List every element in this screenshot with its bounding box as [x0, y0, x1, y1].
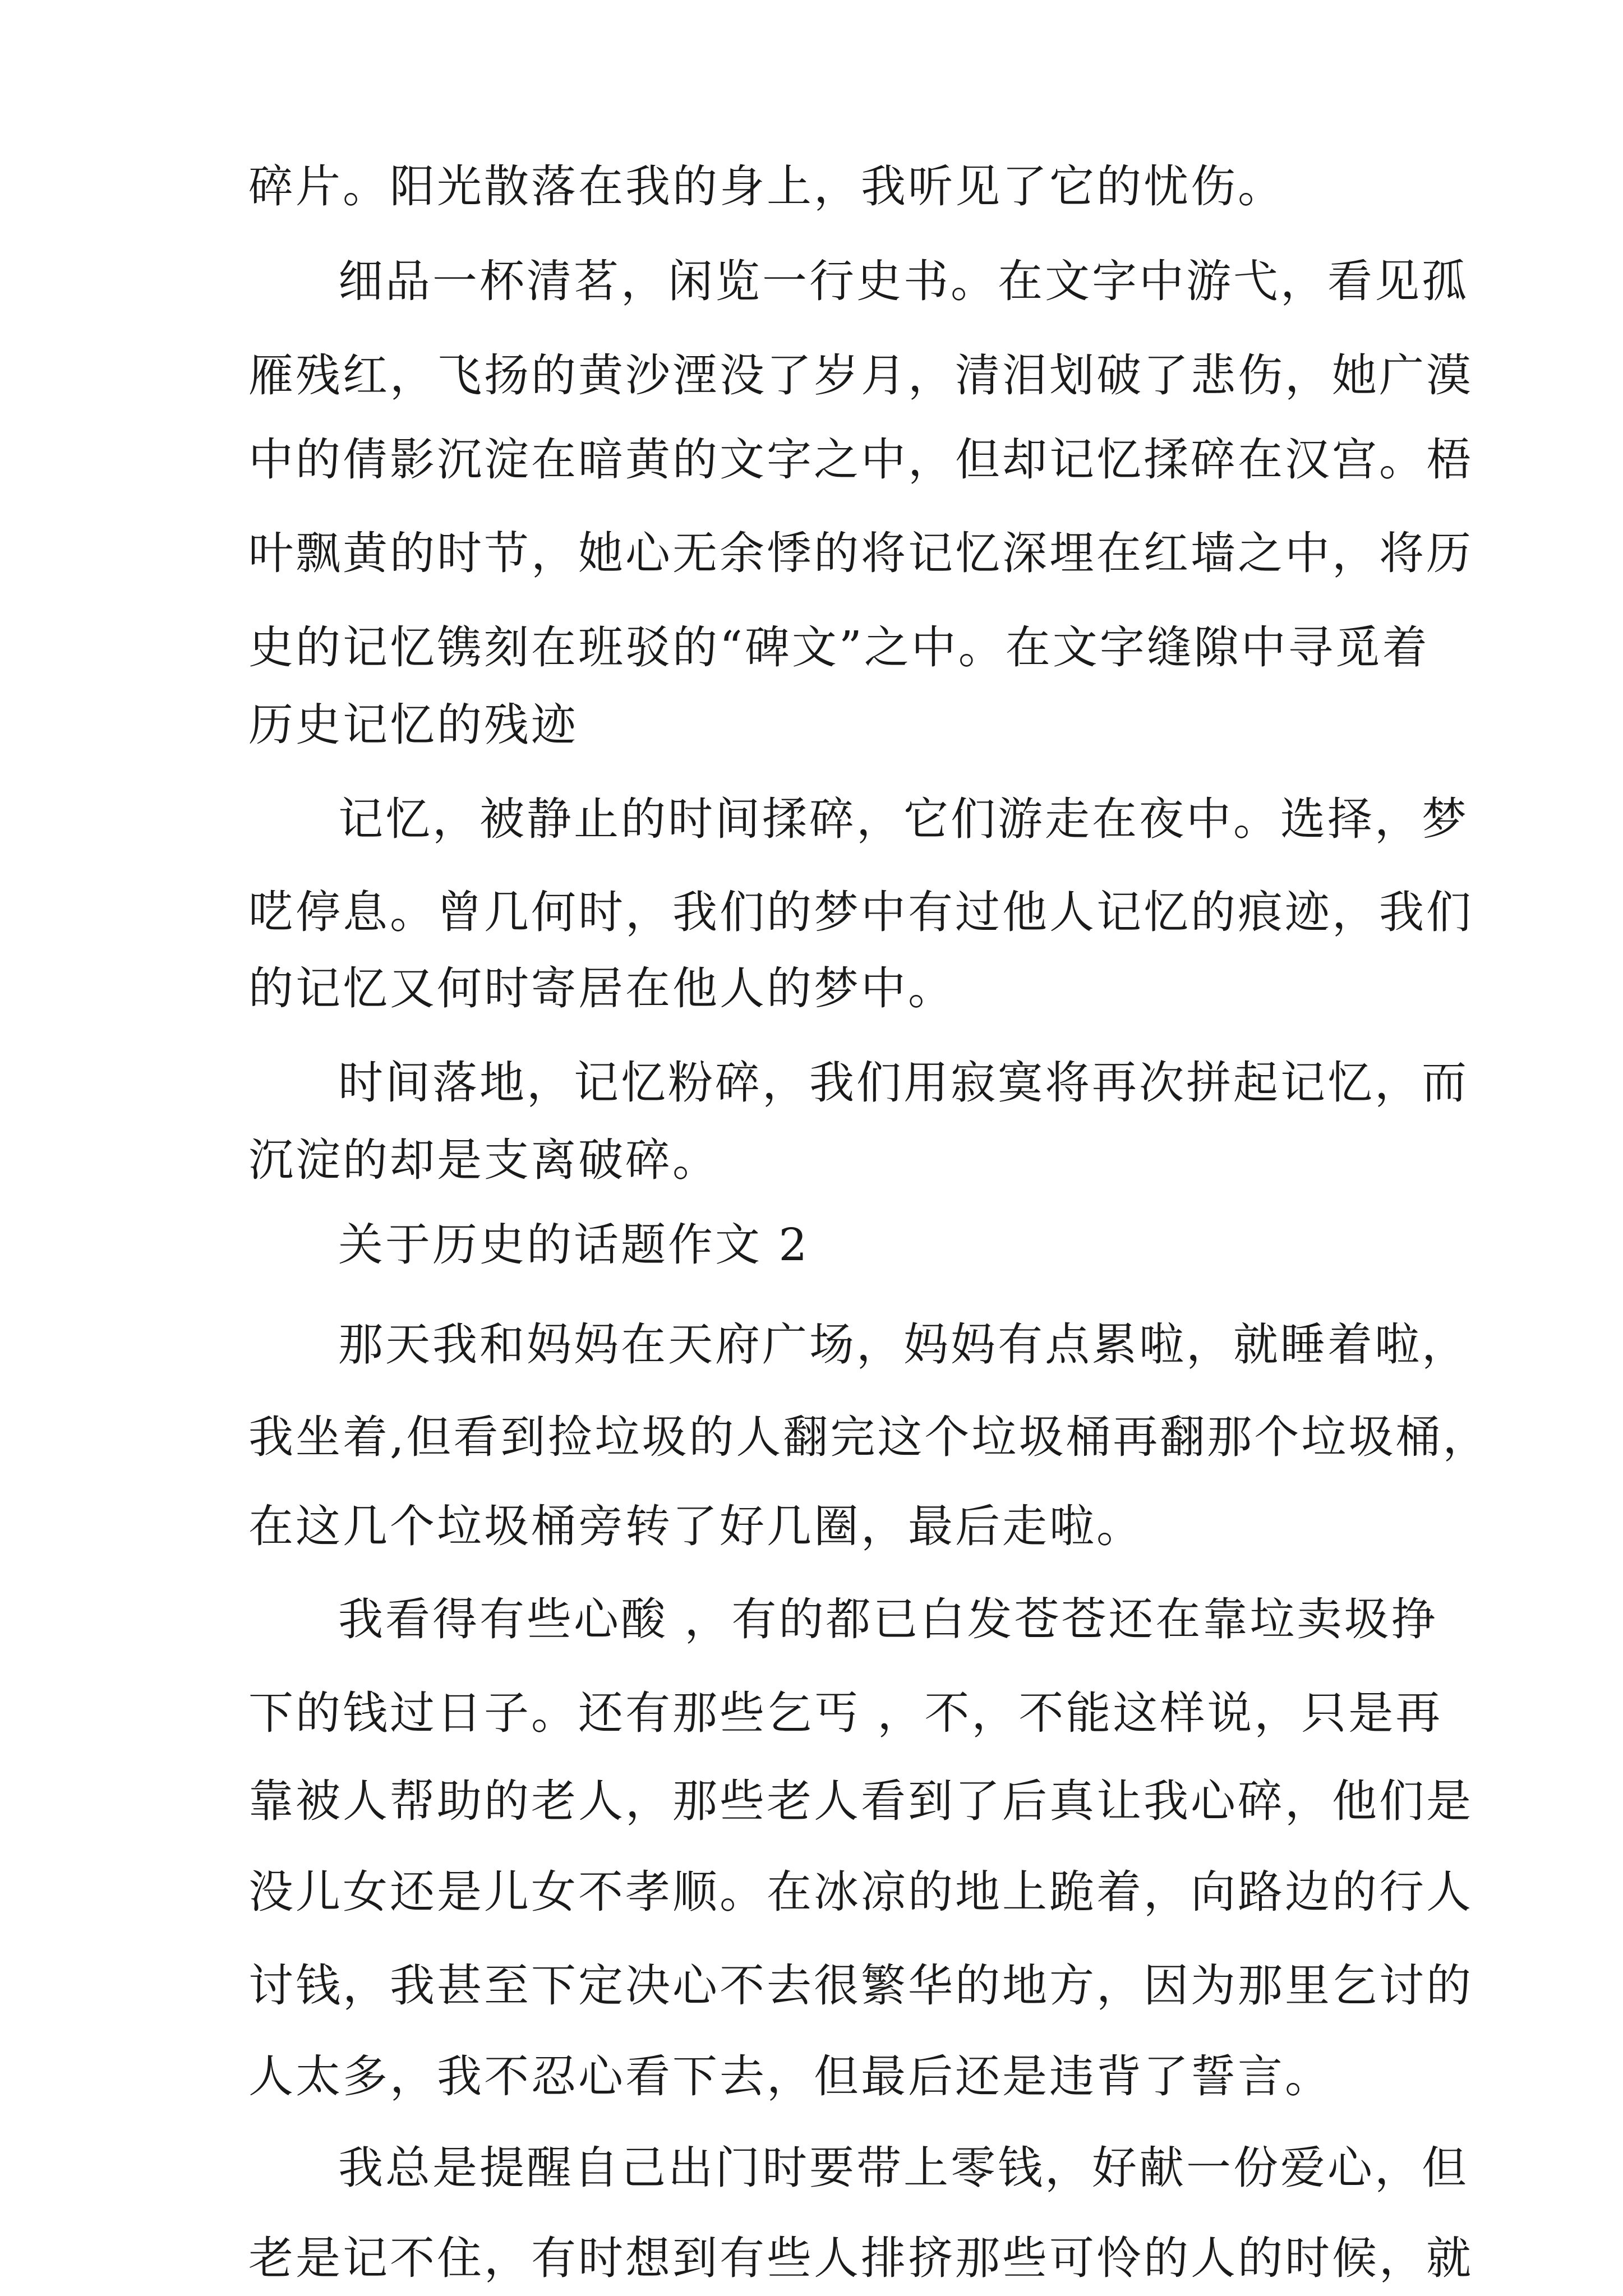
text-line: 人太多，我不忍心看下去，但最后还是违背了誓言。	[248, 2050, 1332, 2103]
text-line: 雁残红，飞扬的黄沙湮没了岁月，清泪划破了悲伤，她广漠	[248, 349, 1473, 402]
text-line: 下的钱过日子。还有那些乞丐 ，不，不能这样说，只是再	[248, 1687, 1443, 1739]
text-line: 沉淀的却是支离破碎。	[248, 1134, 720, 1186]
text-line: 叶飘黄的时节，她心无余悸的将记忆深埋在红墙之中，将历	[248, 527, 1473, 579]
text-line: 讨钱，我甚至下定决心不去很繁华的地方，因为那里乞讨的	[248, 1960, 1473, 2012]
text-line: 那天我和妈妈在天府广场，妈妈有点累啦，就睡着啦，	[338, 1318, 1469, 1371]
text-line: 记忆，被静止的时间揉碎，它们游走在夜中。选择，梦	[338, 793, 1469, 845]
text-line: 的记忆又何时寄居在他人的梦中。	[248, 962, 955, 1015]
text-line: 没儿女还是儿女不孝顺。在冰凉的地上跪着，向路边的行人	[248, 1866, 1473, 1918]
text-line: 时间落地，记忆粉碎，我们用寂寞将再次拼起记忆，而	[338, 1057, 1469, 1109]
text-line: 中的倩影沉淀在暗黄的文字之中，但却记忆揉碎在汉宫。梧	[248, 434, 1473, 486]
text-line: 历史记忆的残迹	[248, 699, 578, 751]
text-line: 我总是提醒自己出门时要带上零钱，好献一份爱心，但	[338, 2142, 1469, 2194]
text-line: 在这几个垃圾桶旁转了好几圈，最后走啦。	[248, 1500, 1144, 1552]
text-line: 我坐着,但看到捡垃圾的人翻完这个垃圾桶再翻那个垃圾桶，	[248, 1411, 1490, 1463]
text-line: 老是记不住，有时想到有些人排挤那些可怜的人的时候，就	[248, 2232, 1473, 2284]
text-line: 我看得有些心酸 ，有的都已白发苍苍还在靠垃卖圾挣	[338, 1593, 1438, 1645]
text-line: 靠被人帮助的老人，那些老人看到了后真让我心碎，他们是	[248, 1775, 1473, 1827]
text-line: 关于历史的话题作文 2	[338, 1219, 810, 1271]
text-line: 碎片。阳光散落在我的身上，我听见了它的忧伤。	[248, 160, 1285, 213]
text-line: 史的记忆镌刻在班驳的“碑文”之中。在文字缝隙中寻觅着	[248, 621, 1430, 674]
text-line: 呓停息。曾几何时，我们的梦中有过他人记忆的痕迹，我们	[248, 886, 1473, 938]
text-line: 细品一杯清茗，闲览一行史书。在文字中游弋，看见孤	[338, 255, 1469, 307]
